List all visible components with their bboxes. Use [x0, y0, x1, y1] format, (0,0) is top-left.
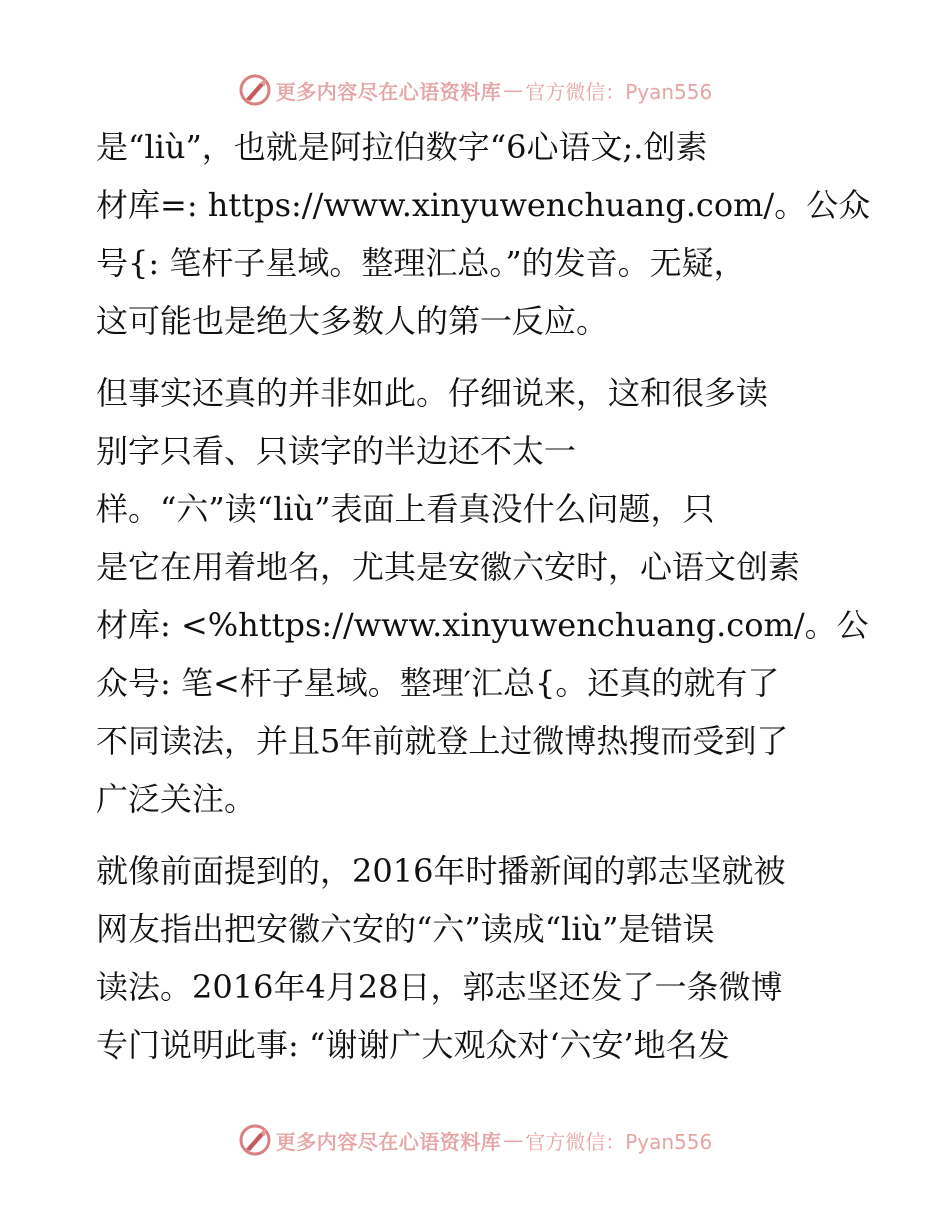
footer-watermark [0, 1120, 950, 1160]
text-line: 就像前面提到的，2016年时播新闻的郭志坚就被 [96, 852, 786, 890]
text-line: 不同读法，并且5年前就登上过微博热搜而受到了 [96, 722, 789, 760]
paragraph-2 [96, 364, 869, 828]
text-line: 这可能也是绝大多数人的第一反应。 [96, 302, 609, 340]
text-line: 但事实还真的并非如此。仔细说来，这和很多读 [96, 374, 769, 412]
header-dash: — [503, 78, 524, 102]
footer-wechat-text: 官方微信：Pyan556 [525, 1129, 713, 1154]
paragraph-1 [96, 118, 871, 350]
text-line: 众号: 笔<杆子星域。整理′汇总{。还真的就有了 [96, 664, 780, 702]
text-line: 别字只看、只读字的半边还不太一 [96, 432, 577, 470]
footer-dash: — [503, 1128, 524, 1152]
header-wechat-text: 官方微信：Pyan556 [525, 79, 713, 104]
footer-brand-text: 更多内容尽在心语资料库 [275, 1129, 502, 1154]
text-line: 网友指出把安徽六安的“六”读成“liù”是错误 [96, 910, 715, 948]
paragraph-3 [96, 842, 856, 1074]
text-line: 材库=: https://www.xinyuwenchuang.com/。公众 [96, 186, 871, 224]
text-line: 专门说明此事: “谢谢广大观众对‘六安’地名发 [96, 1026, 730, 1064]
document-body [96, 118, 871, 1074]
text-line: 广泛关注。 [96, 780, 257, 818]
header-watermark [0, 70, 950, 110]
quill-logo-icon [238, 1123, 272, 1157]
text-line: 样。“六”读“liù”表面上看真没什么问题，只 [96, 490, 715, 528]
text-line: 号{: 笔杆子星域。整理汇总。”的发音。无疑， [96, 244, 746, 282]
header-brand-text: 更多内容尽在心语资料库 [275, 79, 502, 104]
quill-logo-icon [238, 73, 272, 107]
text-line: 读法。2016年4月28日，郭志坚还发了一条微博 [96, 968, 783, 1006]
text-line: 是“liù”，也就是阿拉伯数字“6心语文;.创素 [96, 128, 708, 166]
text-line: 是它在用着地名，尤其是安徽六安时，心语文创素 [96, 548, 801, 586]
text-line: 材库: <%https://www.xinyuwenchuang.com/。公 [96, 606, 869, 644]
